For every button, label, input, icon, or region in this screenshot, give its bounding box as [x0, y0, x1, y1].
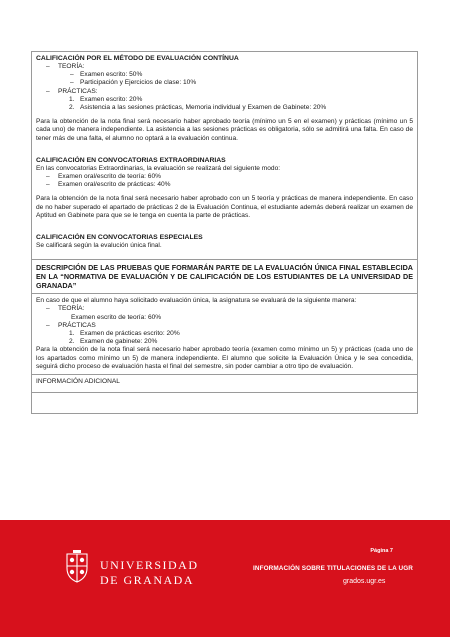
continua-paragraph: Para la obtención de la nota final será necesario haber aprobado teoría (mínimo un 5 en el examen) y prácticas (mínimo un 5 cada uno) de manera independiente. La asistencia a las sesiones prácticas es obligatoria, sólo se admitirá una falta. En caso de tener más de una falta, el alumno no optará a la evaluación continua. [36, 118, 413, 142]
list-item: Examen escrito: 20% [80, 95, 143, 103]
evaluation-cell [32, 52, 418, 260]
unica-list-practicas [36, 322, 413, 347]
extraordinarias-intro: En las convocatorias Extraordinarias, la evaluación se realizará del siguiente modo: [36, 164, 281, 172]
footer-band [0, 520, 450, 637]
unica-heading: DESCRIPCIÓN DE LAS PRUEBAS QUE FORMARÁN PARTE DE LA EVALUACIÓN ÚNICA FINAL ESTABLECIDA EN LA “NORMATIVA DE EVALUACIÓN Y DE CALIFICACIÓN DE LOS ESTUDIANTES DE LA UNIVERSIDAD DE GRANADA” [32, 260, 418, 294]
evaluation-row [32, 52, 418, 260]
info-row [32, 375, 418, 393]
teoria-sublist [58, 71, 413, 87]
list-item: – Examen escrito: 50% [80, 71, 413, 79]
teoria-label: TEORÍA: [58, 305, 85, 313]
unica-heading-row [32, 260, 418, 294]
list-item: – Participación y Ejercicios de clase: 10% [80, 79, 413, 87]
extraordinarias-paragraph: Para la obtención de la nota final será necesario haber aprobado con un 5 teoría y prácticas de manera independiente. En caso de no haber superado el apartado de prácticas 2 de la Evaluación Continua, el estudiante además deberá realizar un examen de Aptitud en Gabinete para que se le tenga en cuenta la parte de prácticas. [36, 195, 413, 219]
unica-teoria-item: Examen escrito de teoría: 60% [71, 313, 162, 321]
unica-list [36, 305, 413, 313]
extraordinarias-title: CALIFICACIÓN EN CONVOCATORIAS EXTRAORDINARIAS [36, 156, 226, 164]
university-name-line1: UNIVERSIDAD [100, 558, 199, 572]
unica-intro: En caso de que el alumno haya solicitado evaluación única, la asignatura se evaluará de la siguiente manera: [36, 297, 357, 305]
university-name-line2: DE GRANADA [100, 573, 194, 587]
list-item [58, 88, 413, 113]
list-item: – Examen oral/escrito de prácticas: 40% [58, 181, 413, 189]
list-item [58, 322, 413, 347]
unica-cell [32, 294, 418, 375]
list-item: Examen de prácticas escrito: 20% [80, 330, 180, 338]
continua-list [36, 63, 413, 112]
practicas-label: PRÁCTICAS [58, 321, 96, 329]
extraordinarias-list [36, 173, 413, 189]
especiales-title: CALIFICACIÓN EN CONVOCATORIAS ESPECIALES [36, 234, 203, 242]
page-number: Página 7 [370, 548, 393, 554]
unica-paragraph: Para la obtención de la nota final será necesario haber aprobado teoría (examen como mínimo un 5) y prácticas (cada uno de los apartados como mínimo un 5) de manera independiente. El alumno que solicite la Evaluación Única y le sea concedida, seguirá dicho proceso de evaluación hasta el final del semestre, sin poder cambiar a otro tipo de evaluación. [36, 346, 413, 370]
blank-row [32, 393, 418, 414]
grados-website: grados.ugr.es [343, 578, 386, 585]
especiales-text: Se calificará según la evalución única final. [36, 242, 162, 250]
blank-cell [32, 393, 418, 414]
info-adicional-label: INFORMACIÓN ADICIONAL [32, 375, 418, 393]
list-item: Asistencia a las sesiones prácticas, Memoria individual y Examen de Gabinete: 20% [80, 104, 327, 112]
evaluation-table [31, 51, 418, 414]
university-crest-icon [62, 550, 92, 584]
list-item [58, 63, 413, 88]
continua-title: CALIFICACIÓN POR EL MÉTODO DE EVALUACIÓN CONTÍNUA [36, 55, 239, 62]
unica-row [32, 294, 418, 375]
list-item: Examen de gabinete: 20% [80, 338, 158, 346]
titulaciones-info-title: INFORMACIÓN SOBRE TITULACIONES DE LA UGR [253, 565, 413, 572]
practicas-sublist [58, 330, 413, 346]
practicas-sublist [58, 96, 413, 112]
list-item: – Examen oral/escrito de teoría: 60% [58, 173, 413, 181]
list-item [58, 305, 413, 313]
practicas-label: PRÁCTICAS: [58, 87, 98, 95]
teoria-label: TEORÍA: [58, 63, 85, 70]
